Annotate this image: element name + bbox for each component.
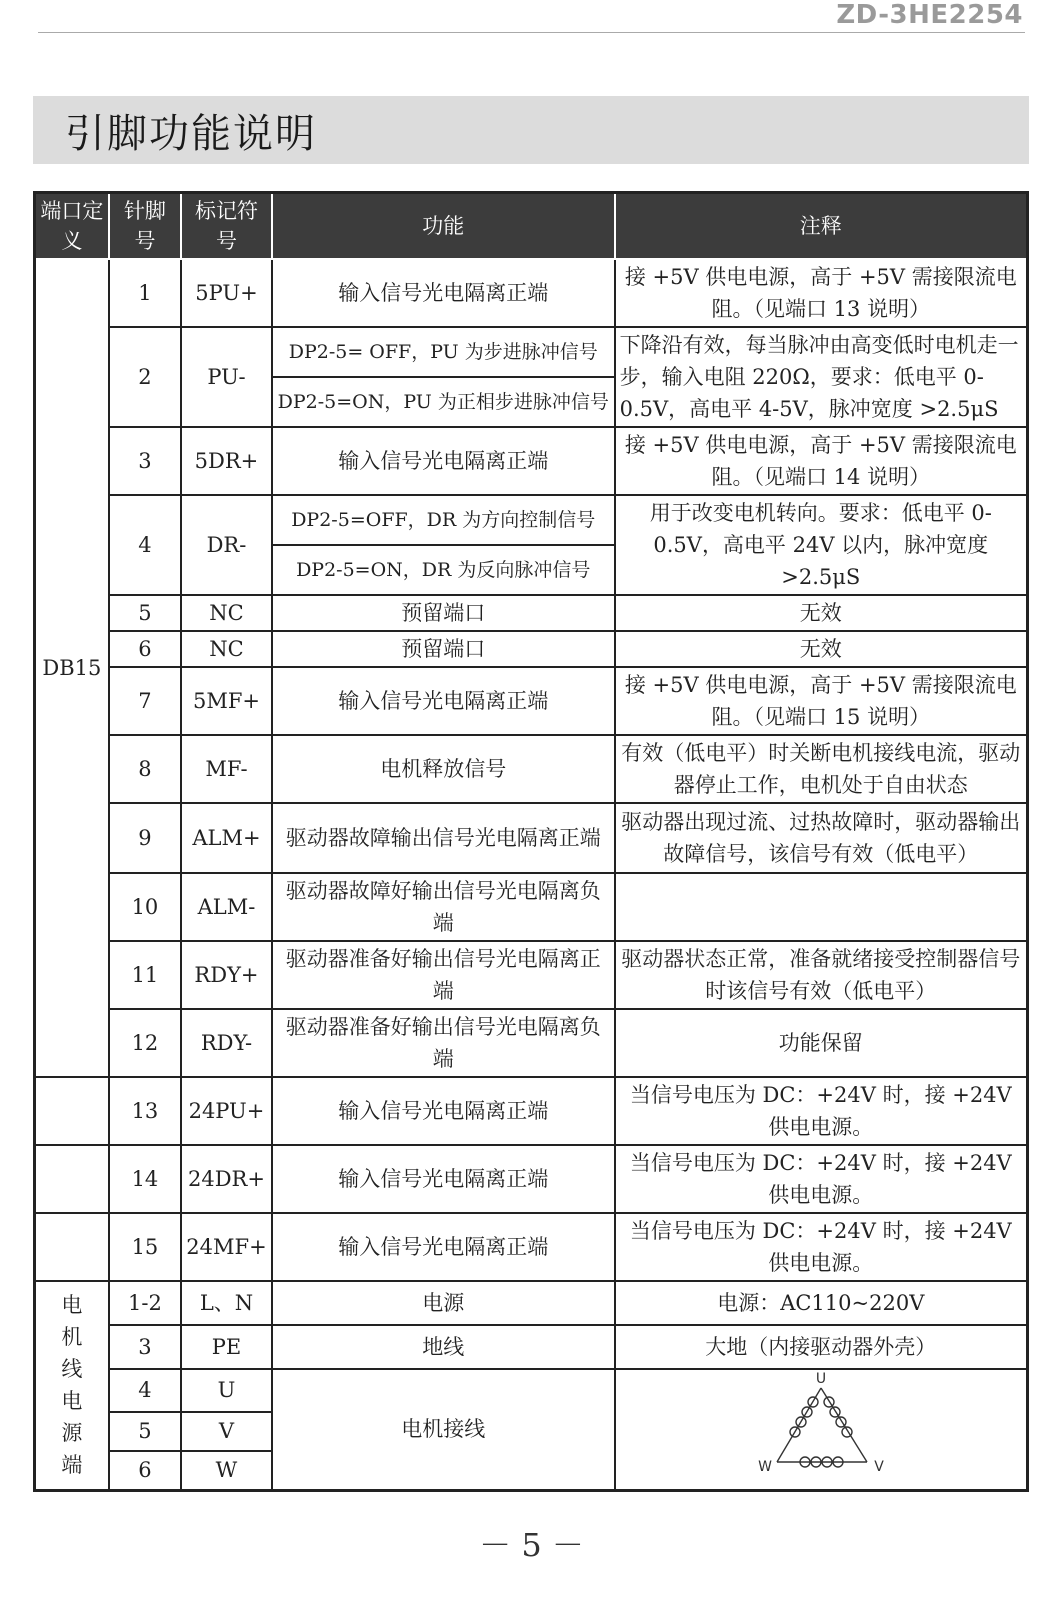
motor-wiring-function: 电机接线 [272, 1369, 615, 1491]
table-row [35, 595, 1028, 631]
table-row [35, 735, 1028, 803]
port-motor-char: 电 [61, 1293, 83, 1317]
diagram-label-w: W [757, 1458, 772, 1475]
pin-mark: ALM- [181, 873, 272, 941]
port-motor-char: 端 [61, 1453, 83, 1477]
pin-note: 功能保留 [615, 1009, 1028, 1077]
winding-line-uv [821, 1388, 867, 1462]
port-motor-char: 机 [61, 1325, 83, 1349]
table-row [35, 667, 1028, 735]
port-motor-char: 线 [61, 1357, 83, 1381]
table-row [35, 873, 1028, 941]
pin-mark: DR- [181, 495, 272, 595]
pin-note: 接 +5V 供电电源，高于 +5V 需接限流电阻。（见端口 13 说明） [615, 259, 1028, 327]
pin-mark: 24MF+ [181, 1213, 272, 1281]
table-row [35, 1009, 1028, 1077]
table-row [35, 1077, 1028, 1145]
pin-note: 接 +5V 供电电源，高于 +5V 需接限流电阻。（见端口 15 说明） [615, 667, 1028, 735]
pin-mark: 5DR+ [181, 427, 272, 495]
pin-function: 输入信号光电隔离正端 [272, 1213, 615, 1281]
table-row [35, 1325, 1028, 1369]
pin-mark: PE [181, 1325, 272, 1369]
page-number: － 5 － [479, 1526, 584, 1564]
pin-note: 当信号电压为 DC：+24V 时，接 +24V 供电电源。 [615, 1145, 1028, 1213]
pin-function: 输入信号光电隔离正端 [272, 259, 615, 327]
table-row [35, 495, 1028, 545]
pin-note: 大地（内接驱动器外壳） [615, 1325, 1028, 1369]
pin-mark: 24DR+ [181, 1145, 272, 1213]
winding-line-uw [777, 1388, 821, 1462]
pin-function: 驱动器故障输出信号光电隔离正端 [272, 803, 615, 873]
port-motor-char: 电 [61, 1389, 83, 1413]
pin-mark: MF- [181, 735, 272, 803]
pin-mark: L、N [181, 1281, 272, 1325]
port-db15: DB15 [35, 259, 109, 1077]
header-rule [38, 32, 1025, 33]
pin-mark: 5MF+ [181, 667, 272, 735]
pin-number: 4 [109, 1369, 181, 1412]
pin-mark: ALM+ [181, 803, 272, 873]
pin-note: 驱动器出现过流、过热故障时，驱动器输出故障信号，该信号有效（低电平） [615, 803, 1028, 873]
header-function: 功能 [272, 193, 615, 259]
diagram-label-v: V [873, 1458, 884, 1475]
pin-note [615, 873, 1028, 941]
table-row [35, 1281, 1028, 1325]
pin-note: 接 +5V 供电电源，高于 +5V 需接限流电阻。（见端口 14 说明） [615, 427, 1028, 495]
header-pin: 针脚号 [109, 193, 181, 259]
motor-wiring-diagram [615, 1369, 1028, 1491]
pin-number: 12 [109, 1009, 181, 1077]
pin-note: 下降沿有效，每当脉冲由高变低时电机走一步，输入电阻 220Ω，要求：低电平 0-0.5V，高电平 4-5V，脉冲宽度 >2.5μS [615, 327, 1028, 427]
pin-mark: 5PU+ [181, 259, 272, 327]
pin-function: 输入信号光电隔离正端 [272, 427, 615, 495]
pin-mark: RDY- [181, 1009, 272, 1077]
pin-number: 1 [109, 259, 181, 327]
table-row [35, 427, 1028, 495]
pin-note: 驱动器状态正常，准备就绪接受控制器信号时该信号有效（低电平） [615, 941, 1028, 1009]
pin-note: 用于改变电机转向。要求：低电平 0-0.5V，高电平 24V 以内，脉冲宽度 >2.5μS [615, 495, 1028, 595]
header-note: 注释 [615, 193, 1028, 259]
coil-loop [836, 1417, 846, 1427]
pin-number: 5 [109, 595, 181, 631]
pin-number: 15 [109, 1213, 181, 1281]
pin-mark: V [181, 1412, 272, 1451]
section-title-bar [33, 96, 1029, 164]
pin-mark: RDY+ [181, 941, 272, 1009]
pin-number: 8 [109, 735, 181, 803]
coil-loop [842, 1427, 852, 1437]
pin-function: 驱动器准备好输出信号光电隔离负端 [272, 1009, 615, 1077]
pin-number: 7 [109, 667, 181, 735]
pin-number: 14 [109, 1145, 181, 1213]
port-empty [35, 1145, 109, 1213]
header-mark: 标记符号 [181, 193, 272, 259]
model-number: ZD-3HE2254 [836, 0, 1023, 30]
pin-number: 13 [109, 1077, 181, 1145]
table-header-row [35, 193, 1028, 259]
pin-note: 无效 [615, 631, 1028, 667]
pin-mark: 24PU+ [181, 1077, 272, 1145]
header-port: 端口定义 [35, 193, 109, 259]
coil-loop [830, 1407, 840, 1417]
table-row [35, 327, 1028, 377]
pin-note: 当信号电压为 DC：+24V 时，接 +24V 供电电源。 [615, 1077, 1028, 1145]
port-empty [35, 1077, 109, 1145]
pin-number: 1-2 [109, 1281, 181, 1325]
pin-number: 6 [109, 1451, 181, 1490]
pin-number: 10 [109, 873, 181, 941]
pin-function-off: DP2-5=OFF，DR 为方向控制信号 [272, 495, 615, 545]
section-title: 引脚功能说明 [65, 111, 317, 157]
pin-function: 输入信号光电隔离正端 [272, 667, 615, 735]
pin-function: 驱动器故障好输出信号光电隔离负端 [272, 873, 615, 941]
pin-function: 电机释放信号 [272, 735, 615, 803]
pin-function: 预留端口 [272, 595, 615, 631]
pin-mark: W [181, 1451, 272, 1490]
port-motor-power [35, 1281, 109, 1491]
pin-note: 当信号电压为 DC：+24V 时，接 +24V 供电电源。 [615, 1213, 1028, 1281]
pin-number: 3 [109, 1325, 181, 1369]
table-row [35, 1145, 1028, 1213]
pin-function: 电源 [272, 1281, 615, 1325]
table-row [35, 941, 1028, 1009]
table-row [35, 631, 1028, 667]
pin-function: 地线 [272, 1325, 615, 1369]
table-row [35, 1213, 1028, 1281]
pin-number: 6 [109, 631, 181, 667]
pin-function-on: DP2-5=ON，DR 为反向脉冲信号 [272, 545, 615, 595]
pin-mark: NC [181, 631, 272, 667]
pin-function-table [33, 191, 1029, 1492]
table-row [35, 1369, 1028, 1412]
table-row [35, 259, 1028, 327]
port-motor-char: 源 [61, 1421, 83, 1445]
delta-winding-diagram [621, 1370, 1021, 1480]
pin-number: 11 [109, 941, 181, 1009]
pin-function-on: DP2-5=ON，PU 为正相步进脉冲信号 [272, 377, 615, 427]
pin-function-off: DP2-5= OFF，PU 为步进脉冲信号 [272, 327, 615, 377]
pin-function: 驱动器准备好输出信号光电隔离正端 [272, 941, 615, 1009]
pin-note: 有效（低电平）时关断电机接线电流，驱动器停止工作，电机处于自由状态 [615, 735, 1028, 803]
pin-number: 9 [109, 803, 181, 873]
pin-function: 输入信号光电隔离正端 [272, 1145, 615, 1213]
pin-note: 电源：AC110~220V [615, 1281, 1028, 1325]
pin-function: 预留端口 [272, 631, 615, 667]
port-empty [35, 1213, 109, 1281]
pin-number: 5 [109, 1412, 181, 1451]
table-row [35, 803, 1028, 873]
pin-mark: U [181, 1369, 272, 1412]
pin-number: 2 [109, 327, 181, 427]
pin-number: 3 [109, 427, 181, 495]
pin-mark: PU- [181, 327, 272, 427]
diagram-label-u: U [815, 1370, 826, 1387]
pin-note: 无效 [615, 595, 1028, 631]
pin-function: 输入信号光电隔离正端 [272, 1077, 615, 1145]
pin-number: 4 [109, 495, 181, 595]
pin-mark: NC [181, 595, 272, 631]
